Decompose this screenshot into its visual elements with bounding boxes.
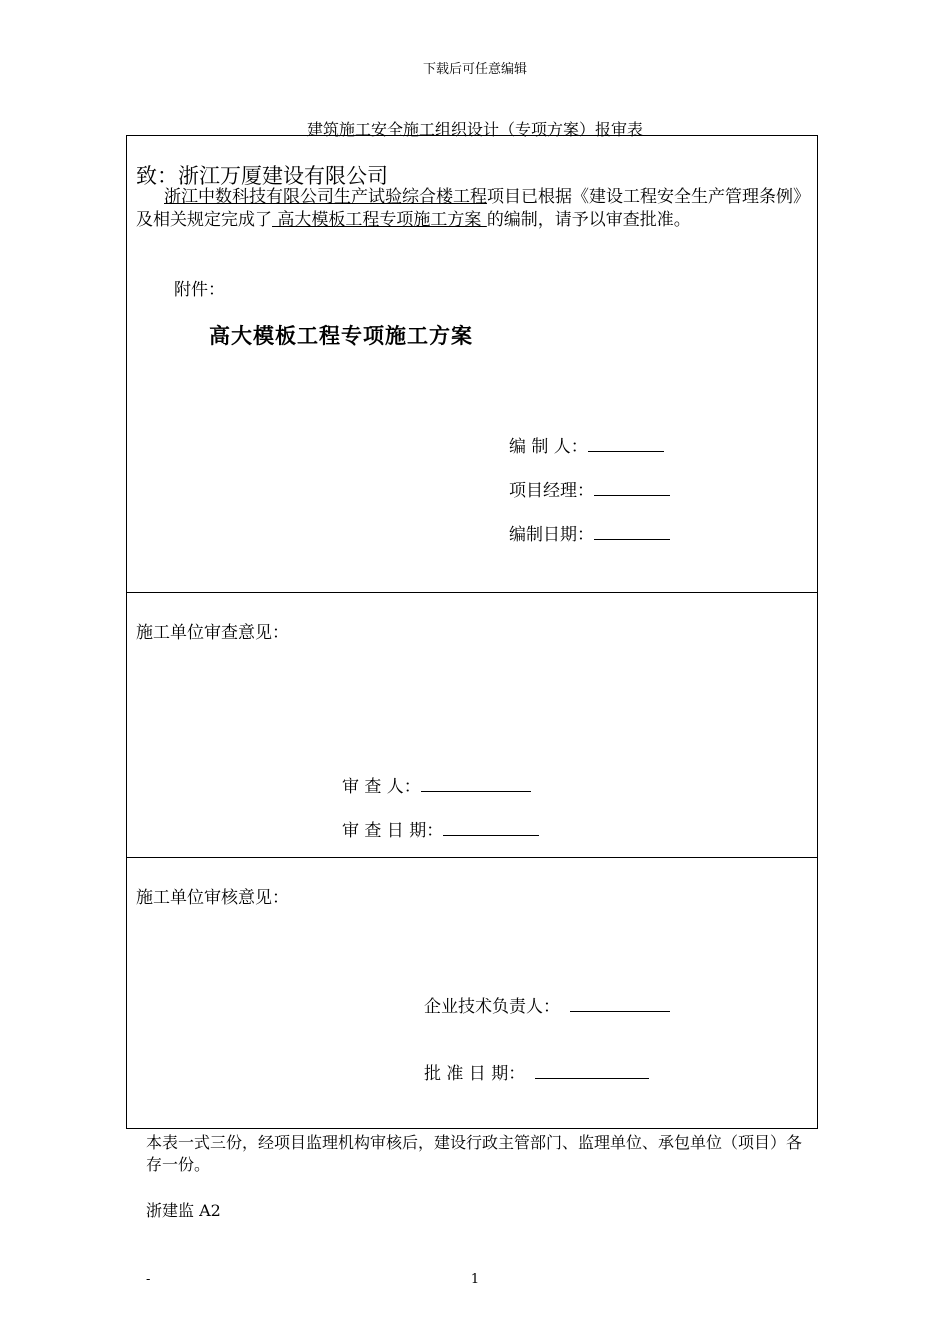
compile-date-signature [509, 520, 670, 545]
request-text-2: 的编制，请予以审查批准。 [486, 210, 691, 230]
compiler-blank[interactable] [588, 450, 664, 452]
tech-lead-signature [424, 992, 670, 1017]
audit-heading: 施工单位审核意见： [136, 888, 289, 908]
review-heading: 施工单位审查意见： [136, 623, 289, 643]
reviewer-label: 审 查 人： [342, 777, 421, 797]
footer-note: 本表一式三份，经项目监理机构审核后，建设行政主管部门、监理单位、承包单位（项目）各存一份。 [146, 1133, 803, 1174]
manager-signature [509, 476, 670, 501]
compile-date-label: 编制日期： [509, 525, 594, 545]
approve-date-signature [424, 1059, 649, 1084]
project-name: 浙江中数科技有限公司生产试验综合楼工程 [164, 187, 487, 207]
attachment-title: 高大模板工程专项施工方案 [209, 324, 473, 348]
approve-date-blank[interactable] [535, 1077, 649, 1079]
attachment-label: 附件： [174, 280, 225, 300]
request-text-1: 项目已根据《建设工程安全生产管理条例》及相关规定完成了 [136, 187, 810, 230]
compile-date-blank[interactable] [594, 538, 670, 540]
form-code: 浙建监 A2 [146, 1201, 221, 1220]
review-date-label: 审 查 日 期： [342, 821, 444, 841]
form-title: 建筑施工安全施工组织设计（专项方案）报审表 [306, 120, 643, 139]
manager-label: 项目经理： [509, 481, 594, 501]
section-divider-1 [126, 592, 818, 593]
tech-lead-blank[interactable] [570, 1010, 670, 1012]
compiler-signature [509, 432, 664, 457]
header-note: 下载后可任意编辑 [422, 62, 527, 77]
section-divider-2 [126, 857, 818, 858]
compiler-label: 编 制 人： [509, 437, 588, 457]
approve-date-label: 批 准 日 期： [424, 1064, 526, 1084]
page-number: 1 [470, 1272, 480, 1287]
reviewer-blank[interactable] [421, 790, 531, 792]
reviewer-signature [342, 772, 531, 797]
plan-name: 高大模板工程专项施工方案 [272, 210, 487, 230]
manager-blank[interactable] [594, 494, 670, 496]
recipient-line: 致：浙江万厦建设有限公司 [136, 164, 388, 188]
review-date-blank[interactable] [443, 834, 539, 836]
request-paragraph [136, 186, 810, 232]
page-footer-dash: - [146, 1272, 151, 1287]
review-date-signature [342, 816, 539, 841]
tech-lead-label: 企业技术负责人： [424, 997, 560, 1017]
